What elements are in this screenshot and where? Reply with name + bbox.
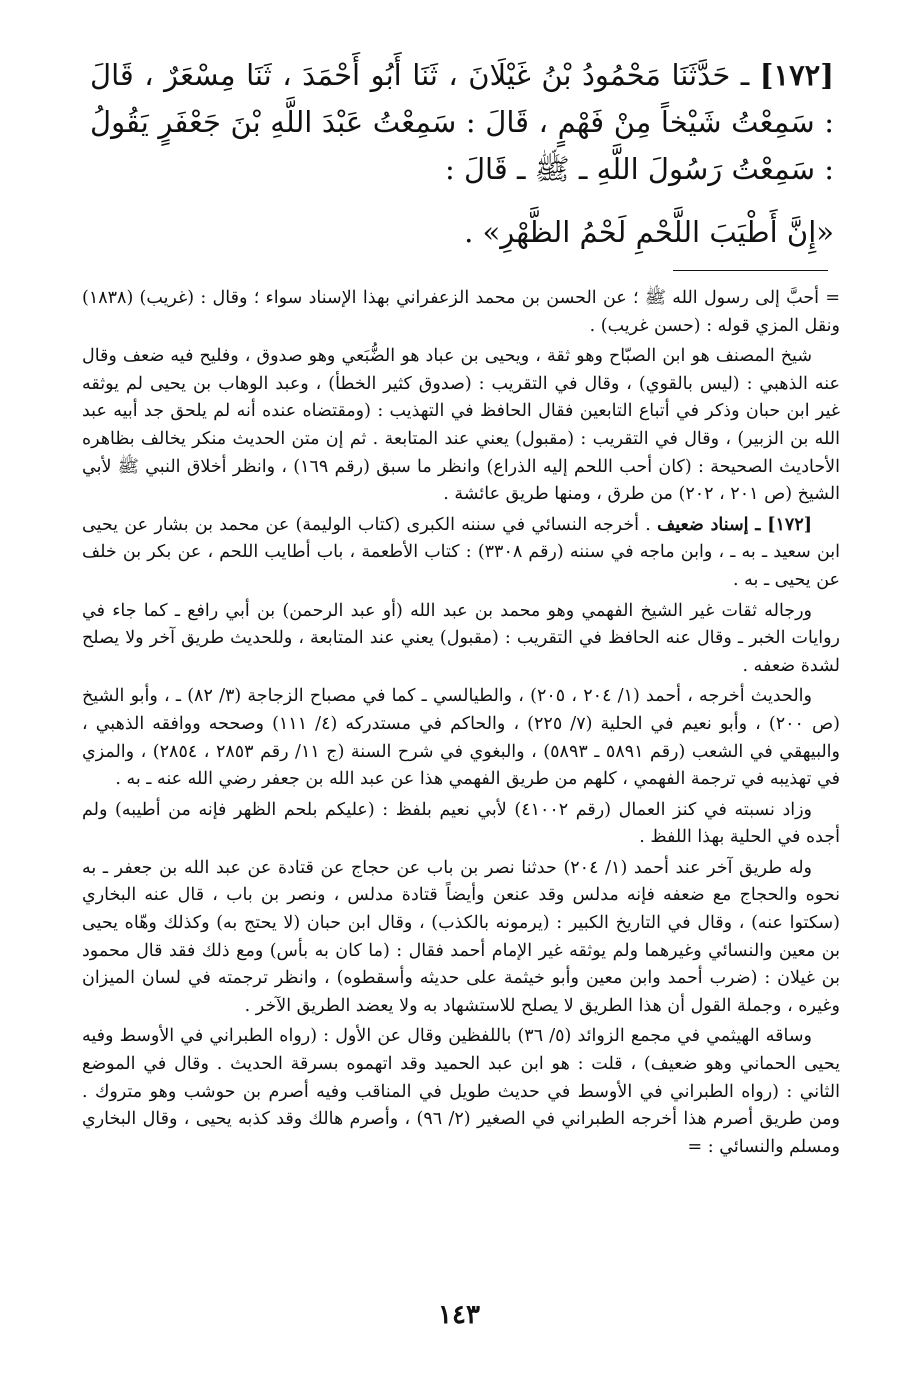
footnote-paragraph: ورجاله ثقات غير الشيخ الفهمي وهو محمد بن عبد الله (أو عبد الرحمن) بن أبي رافع ـ كما جاء في روايات الخبر ـ وقال عنه الحافظ في التقريب : (مقبول) يعني عند المتابعة ، وللحديث طريق آخر ولا يصلح لشدة ضعفه . (82, 600, 840, 676)
footnote-separator (673, 270, 828, 271)
footnote-paragraph: وساقه الهيثمي في مجمع الزوائد (٥/ ٣٦) باللفظين وقال عن الأول : (رواه الطبراني في الأوسط وفيه يحيى الحماني وهو ضعيف) ، قلت : هو ابن عبد الحميد وقد اتهموه بسرقة الحديث . وقال في الموضع الثاني : (رواه الطبراني في الأوسط في حديث طويل في المناقب وفيه أصرم بن حوشب وهو متروك . ومن طريق أصرم هذا أخرجه الطبراني في الصغير (٢/ ٩٦) ، وأصرم هالك وقد كذبه يحيى ، وقال البخاري ومسلم والنسائي : = (82, 1026, 840, 1157)
footnote-paragraph: شيخ المصنف هو ابن الصبّاح وهو ثقة ، ويحيى بن عباد هو الضُّبَعي وهو صدوق ، وفليح فيه ضعف وقال عنه الذهبي : (ليس بالقوي) ، وقال في التقريب : (صدوق كثير الخطأ) ، وعبد الوهاب بن يحيى لم يوثقه غير ابن حبان وذكر في أتباع التابعين فقال الحافظ في التهذيب : (ومقتضاه عنده أنه لم يلحق جد أبيه عبد الله بن الزبير) ، وقال في التقريب : (مقبول) يعني عند المتابعة . ثم إن متن الحديث منكر يخالف بظاهره الأحاديث الصحيحة : (كان أحب اللحم إليه الذراع) وانظر ما سبق (رقم ١٦٩) ، وانظر أخلاق النبي ﷺ لأبي الشيخ (ص ٢٠١ ، ٢٠٢) من طرق ، ومنها طريق عائشة . (82, 346, 840, 505)
hadith-isnad: ـ حَدَّثَنَا مَحْمُودُ بْنُ غَيْلَانَ ، ثَنَا أَبُو أَحْمَدَ ، ثَنَا مِسْعَرٌ ، قَالَ : سَمِعْتُ شَيْخاً مِنْ فَهْمٍ ، قَالَ : سَمِعْتُ عَبْدَ اللَّهِ بْنَ جَعْفَرٍ يَقُولُ : سَمِعْتُ رَسُولَ اللَّهِ ـ ﷺ ـ قَالَ : (90, 58, 834, 186)
footnote-paragraph: وله طريق آخر عند أحمد (١/ ٢٠٤) حدثنا نصر بن باب عن حجاج عن قتادة عن عبد الله بن جعفر ـ به نحوه والحجاج مع ضعفه فإنه مدلس وقد عنعن وأيضاً قتادة مدلس ، ونصر بن باب ، قال عنه البخاري (سكتوا عنه) ، وقال في التاريخ الكبير : (يرمونه بالكذب) ، وقال ابن حبان (لا يحتج به) وكذلك وهّاه يحيى بن معين والنسائي وغيرهما ولم يوثقه غير الإمام أحمد فقال : (ما كان به بأس) ومع ذلك فقد قال محمود بن غيلان : (ضرب أحمد وابن معين وأبو خيثمة على حديثه وأسقطوه) ، وانظر ترجمته في لسان الميزان وغيره ، وجملة القول أن هذا الطريق لا يصلح للاستشهاد به ولا يعضد الطريق الآخر . (82, 857, 840, 1016)
hadith-main-text (90, 52, 834, 256)
footnote-takhrij (82, 512, 840, 595)
page-number: ١٤٣ (438, 1300, 480, 1330)
footnote-continuation: = أحبَّ إلى رسول الله ﷺ ؛ عن الحسن بن محمد الزعفراني بهذا الإسناد سواء ؛ وقال : (غريب) (١٨٣٨) ونقل المزي قوله : (حسن غريب) . (82, 288, 840, 336)
hadith-isnad-paragraph (90, 52, 834, 193)
hadith-number: [١٧٢] (759, 58, 834, 92)
footnote-paragraph: وزاد نسبته في كنز العمال (رقم ٤١٠٠٢) لأبي نعيم بلفظ : (عليكم بلحم الظهر فإنه من أطيبه) ولم أجده في الحلية بهذا اللفظ . (82, 799, 840, 848)
footnotes (82, 285, 840, 1164)
hadith-quote: «إِنَّ أَطْيَبَ اللَّحْمِ لَحْمُ الظَّهْرِ» . (464, 215, 834, 249)
footnote-paragraph: والحديث أخرجه ، أحمد (١/ ٢٠٤ ، ٢٠٥) ، والطيالسي ـ كما في مصباح الزجاجة (٣/ ٨٢) ـ ، وأبو الشيخ (ص ٢٠٠) ، وأبو نعيم في الحلية (٧/ ٢٢٥) ، والحاكم في مستدركه (٤/ ١١١) وصححه ووافقه الذهبي ، والبيهقي في الشعب (رقم ٥٨٩١ ـ ٥٨٩٣) ، والبغوي في شرح السنة (ج ١١/ رقم ٢٨٥٣ ، ٢٨٥٤) ، والمزي في تهذيبه في ترجمة الفهمي ، كلهم من طريق الفهمي هذا عن عبد الله بن جعفر رضي الله عنه ـ به . (82, 686, 840, 790)
footnote-takhrij-text: . أخرجه النسائي في سننه الكبرى (كتاب الوليمة) عن محمد بن بشار عن يحيى ابن سعيد ـ به ـ ، وابن ماجه في سننه (رقم ٣٣٠٨) : كتاب الأطعمة ، باب أطايب اللحم ، عن بكر بن خلف عن يحيى ـ به . (82, 514, 840, 590)
footnote-hadith-grade: [١٧٢] ـ إسناد ضعيف (657, 514, 812, 535)
